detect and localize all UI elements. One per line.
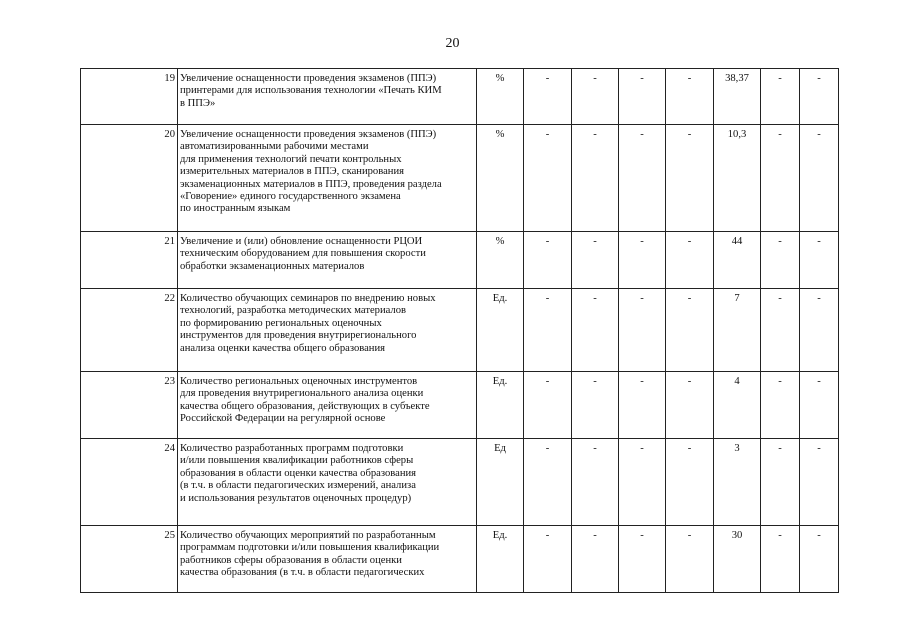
indicator-description [178,526,477,593]
value-cell: - [619,526,666,593]
description-line: качества образования (в т.ч. в области педагогических [180,567,425,579]
row-number: 19 [81,69,178,125]
description-line: Увеличение и (или) обновление оснащенности РЦОИ [180,236,423,247]
indicator-description [178,69,477,125]
description-line: работников сферы образования в области оценки [180,554,402,566]
description-line: принтерами для использования технологии «Печать КИМ [180,85,442,97]
value-cell: - [800,289,839,372]
description-line: (в т.ч. в области педагогических измерений, анализа [180,480,416,492]
description-line: Увеличение оснащенности проведения экзаменов (ППЭ) [180,73,437,84]
description-line: образования в области оценки качества образования [180,467,417,479]
value-cell: 3 [714,439,761,526]
value-cell: - [619,289,666,372]
value-cell: - [761,69,800,125]
description-line: «Говорение» единого государственного экзамена [180,191,401,203]
description-line: и использования результатов оценочных процедур) [180,492,412,504]
value-cell: - [572,526,619,593]
description-line: обработки экзаменационных материалов [180,260,365,272]
row-number: 20 [81,125,178,232]
value-cell: - [619,69,666,125]
value-cell: 44 [714,232,761,289]
table-body [81,69,839,593]
value-cell: - [666,232,714,289]
value-cell: - [524,526,572,593]
value-cell: - [572,125,619,232]
indicators-table [80,68,839,593]
description-line: по иностранным языкам [180,203,291,215]
value-cell: - [524,372,572,439]
value-cell: - [666,69,714,125]
table-row [81,439,839,526]
row-number: 21 [81,232,178,289]
description-line: Российской Федерации на регулярной основе [180,413,386,425]
indicator-description [178,372,477,439]
value-cell: 10,3 [714,125,761,232]
description-line: Увеличение оснащенности проведения экзаменов (ППЭ) [180,129,437,140]
table-row [81,232,839,289]
unit-cell: Ед. [477,526,524,593]
value-cell: - [666,526,714,593]
value-cell: - [619,372,666,439]
value-cell: - [619,232,666,289]
value-cell: - [800,526,839,593]
description-line: техническим оборудованием для повышения скорости [180,248,426,260]
value-cell: - [761,125,800,232]
value-cell: - [800,125,839,232]
value-cell: 30 [714,526,761,593]
value-cell: - [572,289,619,372]
value-cell: - [666,372,714,439]
row-number: 22 [81,289,178,372]
row-number: 24 [81,439,178,526]
description-line: по формированию региональных оценочных [180,317,382,329]
value-cell: - [572,232,619,289]
value-cell: - [800,372,839,439]
value-cell: 38,37 [714,69,761,125]
description-line: и/или повышения квалификации работников сферы [180,455,414,467]
table-row [81,289,839,372]
unit-cell: % [477,232,524,289]
value-cell: 7 [714,289,761,372]
value-cell: - [524,125,572,232]
value-cell: - [524,69,572,125]
value-cell: - [761,372,800,439]
unit-cell: Ед. [477,289,524,372]
description-line: Количество региональных оценочных инструментов [180,376,418,387]
description-line: качества общего образования, действующих в субъекте [180,400,430,412]
description-line: для применения технологий печати контрольных [180,153,402,165]
value-cell: - [761,289,800,372]
row-number: 23 [81,372,178,439]
indicator-description [178,289,477,372]
indicator-description [178,232,477,289]
value-cell: - [619,125,666,232]
description-line: технологий, разработка методических материалов [180,305,407,317]
description-line: анализа оценки качества общего образования [180,342,386,354]
unit-cell: % [477,125,524,232]
value-cell: - [572,439,619,526]
row-number: 25 [81,526,178,593]
description-line: измерительных материалов в ППЭ, сканирования [180,166,404,178]
value-cell: 4 [714,372,761,439]
description-line: для проведения внутрирегионального анализа оценки [180,388,424,400]
value-cell: - [524,232,572,289]
description-line: автоматизированными рабочими местами [180,141,369,153]
value-cell: - [524,289,572,372]
description-line: Количество обучающих мероприятий по разработанным [180,530,436,541]
table-row [81,372,839,439]
value-cell: - [800,232,839,289]
value-cell: - [572,69,619,125]
description-line: программам подготовки и/или повышения квалификации [180,542,440,554]
description-line: в ППЭ» [180,97,216,109]
page-number: 20 [445,36,460,51]
value-cell: - [666,125,714,232]
value-cell: - [666,289,714,372]
indicator-description [178,439,477,526]
value-cell: - [524,439,572,526]
description-line: Количество разработанных программ подготовки [180,443,404,454]
unit-cell: % [477,69,524,125]
table-row [81,526,839,593]
value-cell: - [761,439,800,526]
description-line: Количество обучающих семинаров по внедрению новых [180,293,436,304]
value-cell: - [800,439,839,526]
value-cell: - [666,439,714,526]
unit-cell: Ед. [477,372,524,439]
indicator-description [178,125,477,232]
value-cell: - [761,232,800,289]
table-row [81,125,839,232]
value-cell: - [800,69,839,125]
value-cell: - [761,526,800,593]
unit-cell: Ед [477,439,524,526]
value-cell: - [572,372,619,439]
description-line: инструментов для проведения внутрирегионального [180,330,417,342]
value-cell: - [619,439,666,526]
description-line: экзаменационных материалов в ППЭ, проведения раздела [180,178,442,190]
table-row [81,69,839,125]
